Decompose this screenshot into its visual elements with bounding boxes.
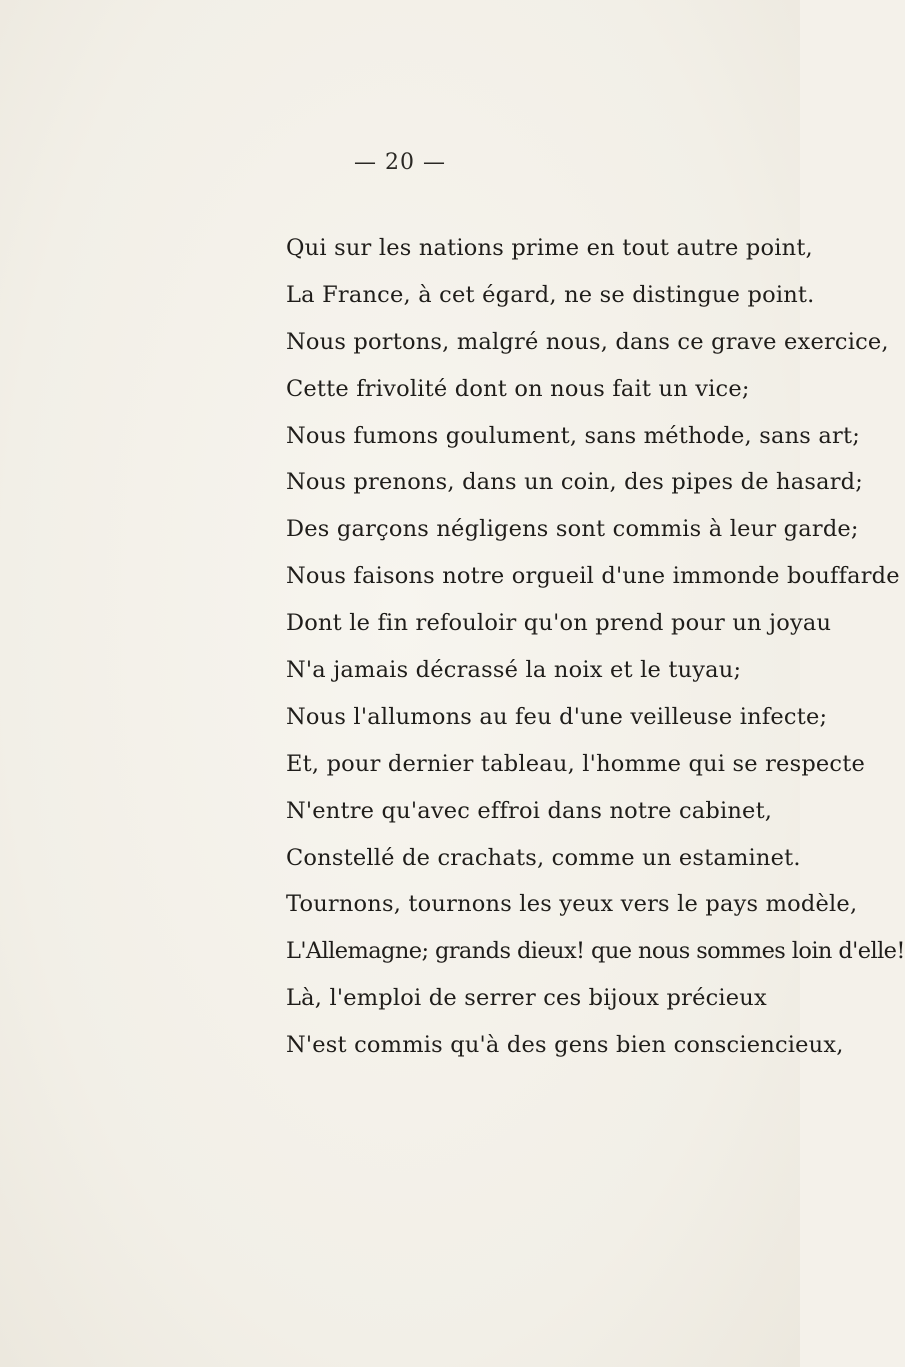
verse-line: Nous portons, malgré nous, dans ce grave exercice, — [286, 328, 889, 355]
verse-line: Nous l'allumons au feu d'une veilleuse infecte; — [286, 703, 828, 730]
verse-line: Nous fumons goulument, sans méthode, sans art; — [286, 422, 860, 449]
verse-line: Dont le fin refouloir qu'on prend pour un joyau — [286, 610, 832, 637]
verse-line: Cette frivolité dont on nous fait un vice; — [286, 375, 750, 402]
verse-line: N'a jamais décrassé la noix et le tuyau; — [286, 657, 742, 684]
verse-line: N'est commis qu'à des gens bien consciencieux, — [286, 1032, 844, 1059]
page-number: — 20 — — [354, 150, 446, 175]
verse-line: L'Allemagne; grands dieux! que nous sommes loin d'elle! — [286, 938, 905, 965]
verse-line: Tournons, tournons les yeux vers le pays modèle, — [286, 891, 858, 918]
verse-line: Des garçons négligens sont commis à leur garde; — [286, 516, 859, 543]
verse-line: Qui sur les nations prime en tout autre point, — [286, 235, 813, 261]
verse-line: N'entre qu'avec effroi dans notre cabinet, — [286, 797, 773, 824]
verse-line: La France, à cet égard, ne se distingue point. — [286, 281, 815, 308]
verse-line: Là, l'emploi de serrer ces bijoux précieux — [286, 985, 767, 1012]
verse-line: Nous prenons, dans un coin, des pipes de hasard; — [286, 469, 864, 496]
verse-line: Nous faisons notre orgueil d'une immonde bouffarde — [286, 563, 900, 590]
verse-line: Constellé de crachats, comme un estaminet. — [286, 844, 801, 871]
poem-text — [286, 225, 905, 1069]
verse-line: Et, pour dernier tableau, l'homme qui se respecte — [286, 750, 865, 777]
